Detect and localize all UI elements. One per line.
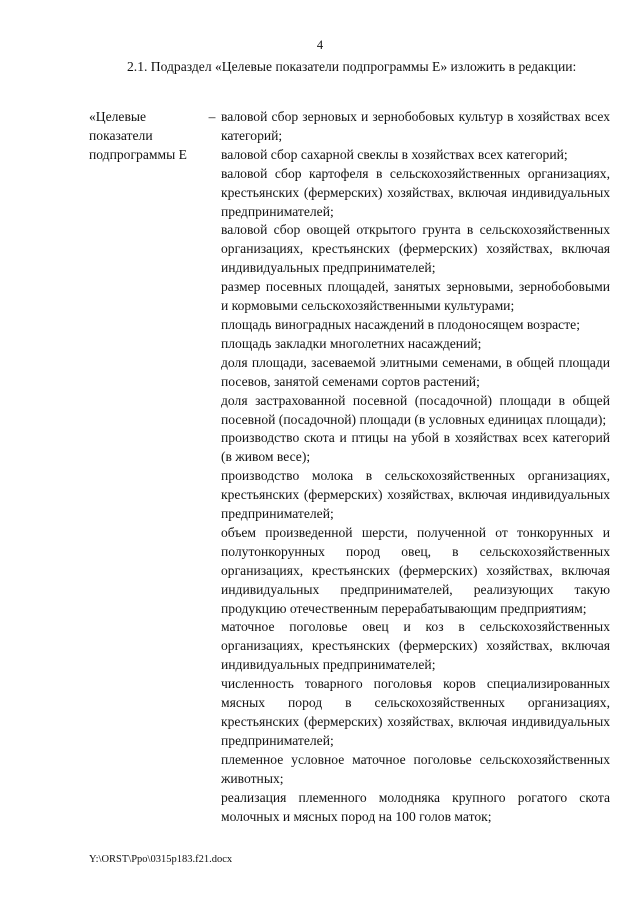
indicator-item: валовой сбор овощей открытого грунта в сельскохозяйственных организациях, крестьянских (фермерских) хозяйствах, включая индивидуальных предпринимателей; <box>221 222 610 276</box>
indicator-item: маточное поголовье овец и коз в сельскохозяйственных организациях, крестьянских (фермерских) хозяйствах, включая индивидуальных предпринимателей; <box>221 619 610 673</box>
indicator-item: площадь закладки многолетних насаждений; <box>221 335 482 351</box>
indicator-item: племенное условное маточное поголовье сельскохозяйственных животных; <box>221 751 610 786</box>
intro-paragraph: 2.1. Подраздел «Целевые показатели подпрограммы Е» изложить в редакции: <box>127 59 577 74</box>
page-number: 4 <box>316 38 324 52</box>
indicator-item: производство молока в сельскохозяйственных организациях, крестьянских (фермерских) хозяйствах, включая индивидуальных предпринимателей; <box>221 468 610 522</box>
file-path-footer: Y:\ORST\Ppo\0315p183.f21.docx <box>89 854 233 865</box>
indicator-item: доля площади, засеваемой элитными семенами, в общей площади посевов, занятой семенами сортов растений; <box>221 354 610 389</box>
indicator-item: реализация племенного молодняка крупного рогатого скота молочных и мясных пород на 100 голов маток; <box>221 789 610 824</box>
indicator-item: площадь виноградных насаждений в плодоносящем возрасте; <box>221 316 580 332</box>
indicators-list <box>221 108 610 826</box>
indicator-item: производство скота и птицы на убой в хозяйствах всех категорий (в живом весе); <box>221 430 610 465</box>
indicator-item: доля застрахованной посевной (посадочной) площади в общей посевной (посадочной) площади (в условных единицах площади); <box>221 392 610 427</box>
indicator-item: валовой сбор зерновых и зернобобовых культур в хозяйствах всех категорий; <box>221 109 610 143</box>
indicator-item: численность товарного поголовья коров специализированных мясных пород в сельскохозяйственных организациях, крестьянских (фермерских) хозяйствах, включая индивидуальных предпринимателей; <box>221 676 610 748</box>
indicator-item: объем произведенной шерсти, полученной от тонкорунных и полутонкорунных пород овец, в сельскохозяйственных организациях, крестьянских (фермерских) хозяйствах, включая индивидуальных предпринимателей, реализующих такую продукцию отечественным перерабатывающим предприятиям; <box>221 524 610 616</box>
section-label: «Целевые показатели подпрограммы Е <box>89 109 187 162</box>
indicator-item: размер посевных площадей, занятых зерновыми, зернобобовыми и кормовыми сельскохозяйственными культурами; <box>221 279 610 314</box>
label-dash: – <box>208 109 216 124</box>
indicator-item: валовой сбор сахарной свеклы в хозяйствах всех категорий; <box>221 146 568 162</box>
indicator-item: валовой сбор картофеля в сельскохозяйственных организациях, крестьянских (фермерских) хозяйствах, включая индивидуальных предпринимателей; <box>221 165 610 219</box>
